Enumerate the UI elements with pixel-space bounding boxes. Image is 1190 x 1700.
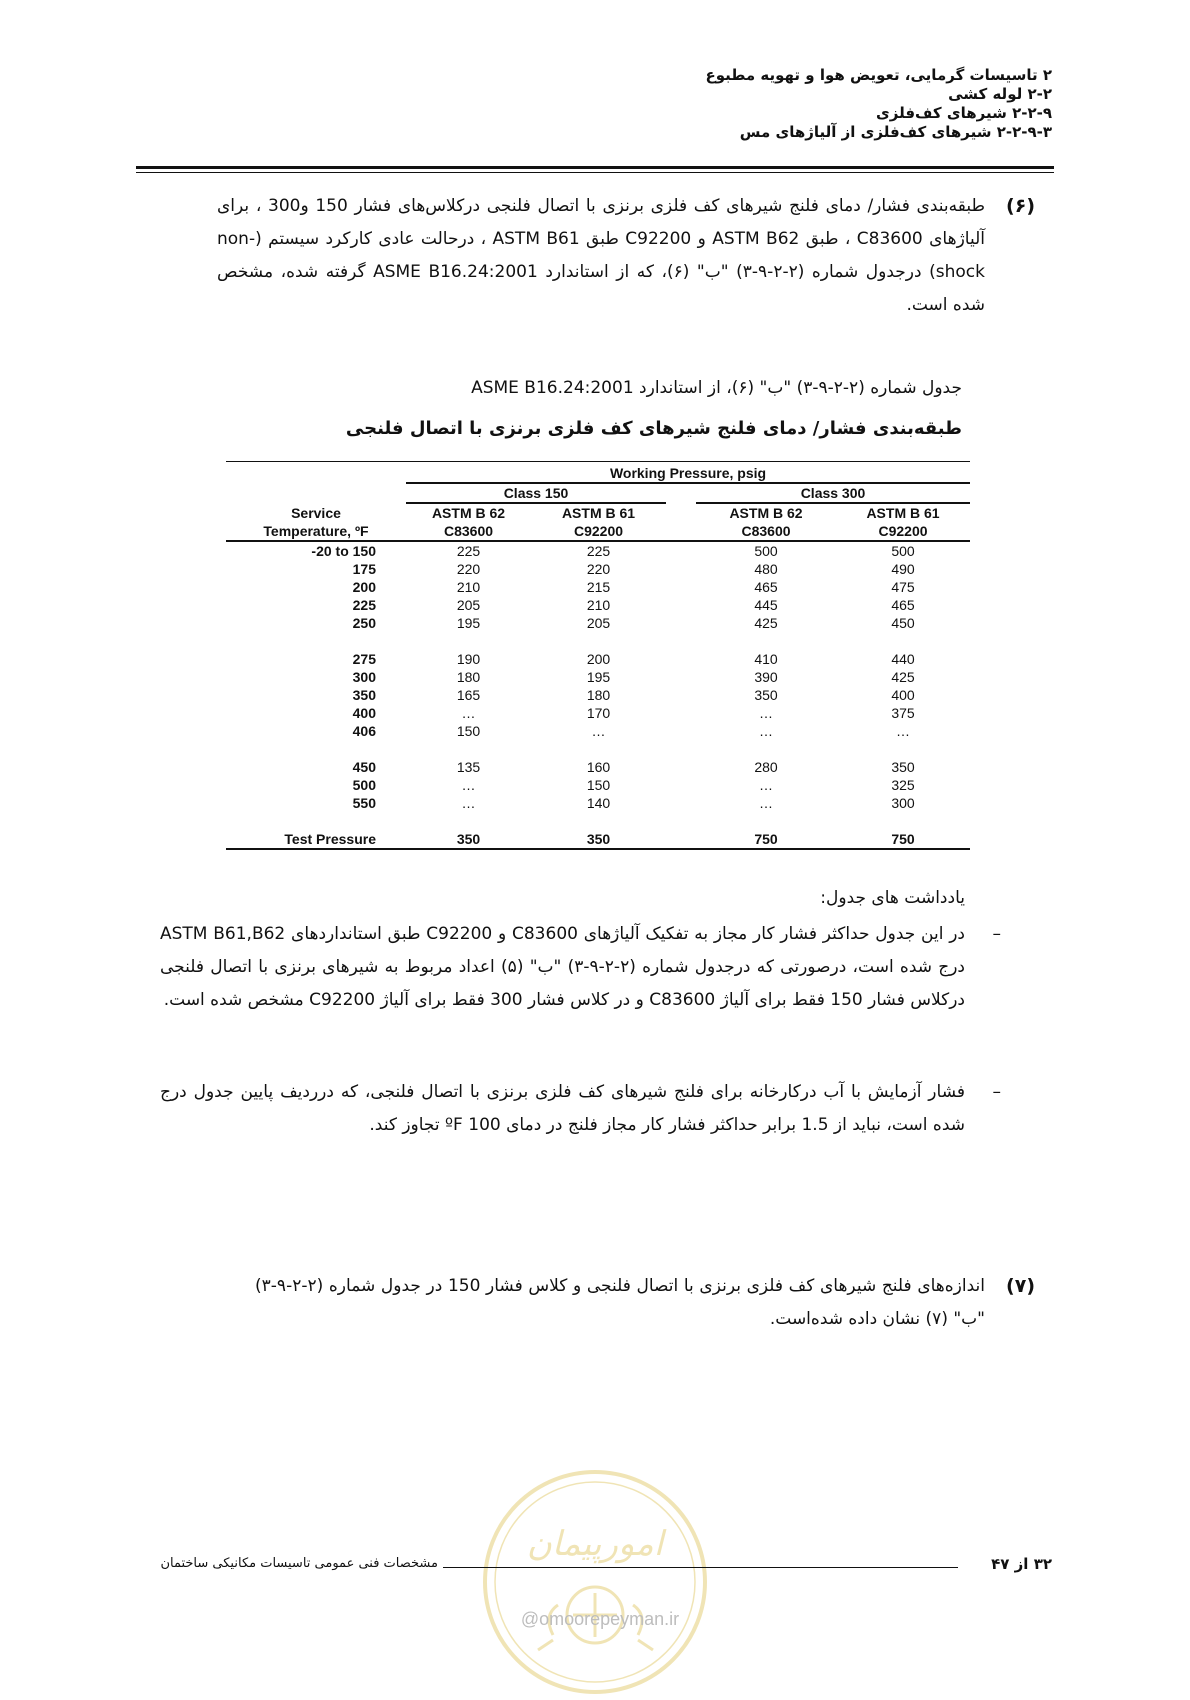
table-note-1 (160, 918, 1001, 1017)
header-rule-thick (136, 166, 1054, 169)
table-row (226, 776, 970, 794)
table-cell-class150-b61: 170 (586, 705, 611, 721)
table-top-rule (226, 461, 970, 462)
table-row (226, 541, 970, 560)
table-cell-class150-b62: 195 (456, 615, 481, 631)
table-cell-class150-b62: 210 (456, 579, 481, 595)
table-cell-class150-b61: 200 (586, 651, 611, 667)
table-cell-class150-b61: 160 (586, 759, 611, 775)
temperature-header: Temperature, ºF (263, 523, 369, 539)
table-cell-class300-b61: 475 (891, 579, 915, 595)
table-note-1-text: در این جدول حداکثر فشار کار مجاز به تفکیک آلیاژهای C83600 و C92200 طبق استانداردهای ASTM B61,B62 درج شده است، درصورتی که درجدول شماره (۲-۲-۹-۳) "ب" (۵) اعداد مربوط به شیرهای برنزی با اتصال فلنجی درکلاس فشار 150 فقط برای آلیاژ C83600 و در کلاس فشار 300 فقط برای آلیاژ C92200 مشخص شده است. (160, 924, 965, 1010)
section-6-paragraph (217, 190, 1035, 322)
table-cell-class300-b62: … (759, 705, 773, 721)
table-cell-temperature: 300 (352, 669, 376, 685)
footer-title: مشخصات فنی عمومی تاسیسات مکانیکی ساختمان (160, 1556, 438, 1571)
footer-rule (443, 1567, 958, 1568)
table-row (226, 722, 970, 740)
header-subsection: ۲-۲-۹ شیرهای کف‌فلزی (876, 104, 1052, 122)
col-header-c83600: C83600 (443, 523, 494, 539)
table-cell-class300-b61: … (896, 723, 910, 739)
table-row (226, 704, 970, 722)
table-note-2 (160, 1076, 1001, 1142)
table-row (226, 758, 970, 776)
table-cell-class300-b61: 450 (891, 615, 915, 631)
table-title: طبقه‌بندی فشار/ دمای فلنج شیرهای کف فلزی برنزی با اتصال فلنجی (345, 418, 962, 439)
header-section: ۲-۲ لوله کشی (948, 85, 1052, 103)
col-header-c83600: C83600 (741, 523, 791, 539)
table-cell-class150-b62: … (461, 705, 476, 721)
table-cell-class300-b61: 425 (891, 669, 915, 685)
table-cell-temperature: 400 (352, 705, 376, 721)
table-cell-class150-b62: 190 (456, 651, 481, 667)
table-cell-class300-b62: 445 (754, 597, 778, 613)
col-header-b61: ASTM B 61 (866, 505, 940, 521)
table-spacer-row (226, 812, 970, 830)
table-cell-class300-b62: 410 (754, 651, 778, 667)
section-6-number: (۶) (1006, 195, 1035, 217)
table-cell-temperature: 350 (352, 687, 376, 703)
table-cell-class300-b62: 390 (754, 669, 778, 685)
table-row (226, 794, 970, 812)
table-cell-class300-b62: … (759, 723, 773, 739)
table-row (226, 596, 970, 614)
section-7-paragraph (255, 1270, 1035, 1336)
table-cell-class300-b62: 480 (754, 561, 778, 577)
working-pressure-header: Working Pressure, psig (406, 464, 970, 483)
table-cell-class150-b62: 135 (456, 759, 481, 775)
table-cell-class300-b62: … (759, 777, 773, 793)
test-pressure-row (226, 830, 970, 849)
table-cell-class300-b62: 500 (754, 543, 778, 559)
table-cell-temperature: 250 (352, 615, 376, 631)
table-cell-class150-b62: … (461, 777, 476, 793)
table-cell-class300-b62: … (759, 795, 773, 811)
col-header-c92200: C92200 (878, 523, 928, 539)
table-cell-class150-b61: 150 (586, 777, 611, 793)
table-note-2-text: فشار آزمایش با آب درکارخانه برای فلنج شیرهای کف فلزی برنزی با اتصال فلنجی، که درردیف پایین جدول درج شده است، نباید از 1.5 برابر حداکثر فشار کار مجاز فلنج در دمای 100 ºF تجاوز کند. (160, 1082, 965, 1135)
header-rule-thin (136, 172, 1054, 173)
table-cell-class300-b61: 350 (891, 759, 915, 775)
table-cell-class150-b61: 225 (586, 543, 611, 559)
test-cell-class300-b62: 750 (754, 831, 778, 847)
table-cell-class150-b61: 205 (586, 615, 611, 631)
header-chapter: ۲ تاسیسات گرمایی، تعویض هوا و تهویه مطبوع (705, 66, 1052, 84)
section-7-text: اندازه‌های فلنج شیرهای کف فلزی برنزی با اتصال فلنجی و کلاس فشار 150 در جدول شماره (۲-۲-۹-۳) "ب" (۷) نشان داده شده‌است. (255, 1276, 985, 1329)
col-header-b62: ASTM B 62 (431, 505, 506, 521)
document-header (352, 66, 1052, 142)
table-spacer-row (226, 740, 970, 758)
table-cell-class150-b61: 180 (586, 687, 611, 703)
table-cell-class150-b62: 165 (456, 687, 481, 703)
test-cell-class300-b61: 750 (891, 831, 915, 847)
table-cell-class300-b62: 280 (754, 759, 778, 775)
class-300-header: Class 300 (696, 483, 970, 503)
col-header-b62: ASTM B 62 (729, 505, 803, 521)
page-number: ۳۲ از ۴۷ (991, 1555, 1052, 1573)
header-topic: ۲-۲-۹-۳ شیرهای کف‌فلزی از آلیاژهای مس (739, 123, 1052, 141)
table-cell-class150-b62: 180 (456, 669, 481, 685)
col-header-c92200: C92200 (573, 523, 624, 539)
table-cell-temperature: -20 to 150 (311, 543, 376, 559)
table-row (226, 650, 970, 668)
table-cell-temperature: 450 (352, 759, 376, 775)
table-row (226, 560, 970, 578)
table-cell-class300-b62: 350 (754, 687, 778, 703)
table-cell-class150-b61: 210 (586, 597, 611, 613)
table-cell-class150-b62: 220 (456, 561, 481, 577)
table-spacer-row (226, 632, 970, 650)
section-6-text: طبقه‌بندی فشار/ دمای فلنج شیرهای کف فلزی برنزی با اتصال فلنجی درکلاس‌های فشار 150 و300 ، برای آلیاژهای C83600 ، طبق ASTM B62 و C92200 طبق ASTM B61 ، درحالت عادی کارکرد سیستم (non-shock) درجدول شماره (۲-۲-۹-۳) "ب" (۶)، که از استاندارد ASME B16.24:2001 گرفته شده، مشخص شده است. (217, 196, 986, 315)
table-cell-class300-b61: 300 (891, 795, 915, 811)
table-cell-temperature: 500 (352, 777, 376, 793)
website-watermark: @omoorepeyman.ir (520, 1609, 680, 1629)
table-cell-class300-b61: 325 (891, 777, 915, 793)
table-cell-class300-b61: 375 (891, 705, 915, 721)
table-cell-class150-b61: … (591, 723, 606, 739)
table-row (226, 578, 970, 596)
table-cell-temperature: 406 (352, 723, 376, 739)
table-cell-class150-b61: 140 (586, 795, 611, 811)
table-cell-temperature: 275 (352, 651, 376, 667)
test-cell-class150-b62: 350 (456, 831, 481, 847)
test-pressure-label: Test Pressure (284, 831, 376, 847)
table-row (226, 668, 970, 686)
watermark-logo-text: امورپیمان (526, 1524, 664, 1564)
table-cell-class150-b62: 225 (456, 543, 481, 559)
table-cell-class300-b61: 440 (891, 651, 915, 667)
table-cell-temperature: 175 (352, 561, 376, 577)
table-row (226, 614, 970, 632)
table-cell-temperature: 225 (352, 597, 376, 613)
table-cell-class150-b61: 220 (586, 561, 611, 577)
table-cell-class150-b62: 150 (456, 723, 481, 739)
table-cell-class150-b62: 205 (456, 597, 481, 613)
col-header-b61: ASTM B 61 (561, 505, 636, 521)
table-cell-class150-b61: 215 (586, 579, 611, 595)
table-cell-class300-b61: 500 (891, 543, 915, 559)
table-cell-class150-b62: … (461, 795, 476, 811)
table-row (226, 686, 970, 704)
bullet-dash: – (992, 924, 1001, 944)
class-150-header: Class 150 (406, 483, 666, 503)
table-cell-temperature: 550 (352, 795, 376, 811)
service-header: Service (291, 504, 341, 521)
pressure-temperature-table (226, 464, 970, 850)
table-cell-class300-b61: 465 (891, 597, 915, 613)
test-cell-class150-b61: 350 (586, 831, 611, 847)
table-cell-temperature: 200 (352, 579, 376, 595)
table-cell-class150-b61: 195 (586, 669, 611, 685)
table-cell-class300-b61: 400 (891, 687, 915, 703)
watermark-seal (478, 1465, 713, 1700)
table-cell-class300-b62: 465 (754, 579, 778, 595)
bullet-dash: – (992, 1082, 1001, 1102)
section-7-number: (۷) (1006, 1275, 1035, 1297)
table-cell-class300-b61: 490 (891, 561, 915, 577)
table-caption: جدول شماره (۲-۲-۹-۳) "ب" (۶)، از استاندارد ASME B16.24:2001 (471, 378, 962, 398)
table-notes-title: یادداشت های جدول: (820, 888, 965, 908)
table-cell-class300-b62: 425 (754, 615, 778, 631)
